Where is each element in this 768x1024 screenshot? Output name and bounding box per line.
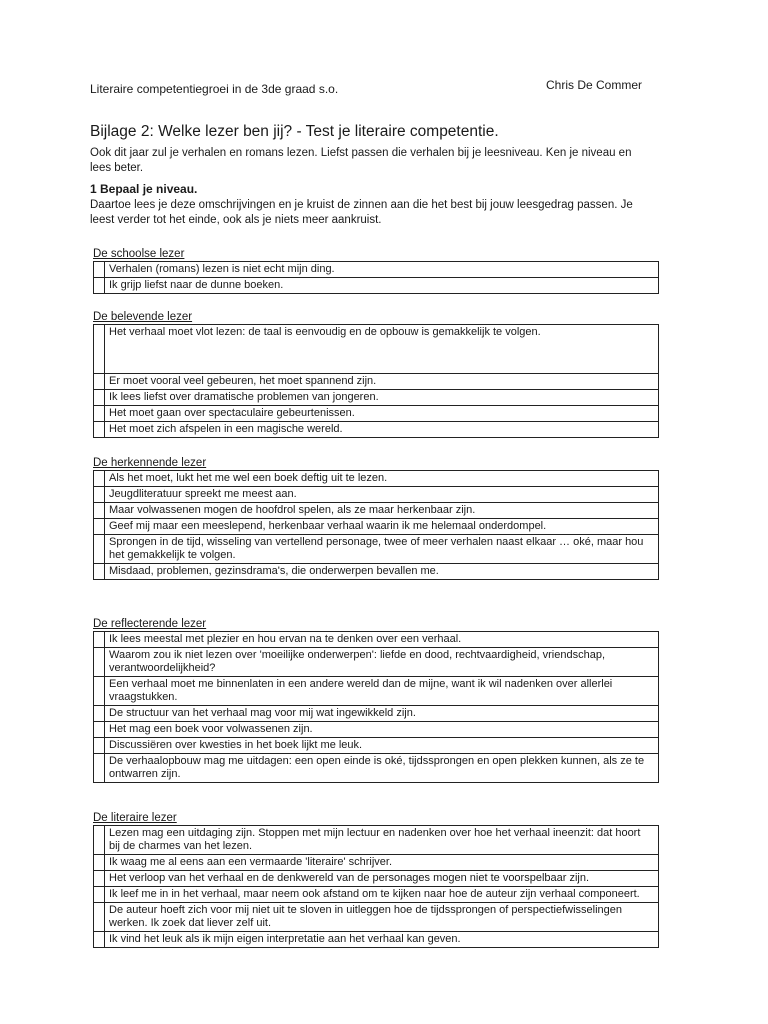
table-row — [94, 903, 659, 932]
checkbox-cell[interactable] — [94, 706, 105, 722]
checklist-table — [93, 825, 659, 948]
table-row — [94, 564, 659, 580]
table-row — [94, 278, 659, 294]
table-row — [94, 826, 659, 855]
checkbox-cell[interactable] — [94, 278, 105, 294]
checklist-table — [93, 261, 659, 294]
checkbox-cell[interactable] — [94, 903, 105, 932]
checkbox-cell[interactable] — [94, 262, 105, 278]
table-row — [94, 754, 659, 783]
statement-cell: Het moet zich afspelen in een magische wereld. — [105, 422, 659, 438]
checkbox-cell[interactable] — [94, 632, 105, 648]
statement-cell: Verhalen (romans) lezen is niet echt mijn ding. — [105, 262, 659, 278]
section-label: De literaire lezer — [93, 812, 177, 824]
table-row — [94, 374, 659, 390]
statement-cell: De auteur hoeft zich voor mij niet uit te sloven in uitleggen hoe de tijdssprongen of perspectiefwisselingen werken. Ik zoek dat liever zelf uit. — [105, 903, 659, 932]
section-literaire-lezer — [93, 812, 659, 948]
table-row — [94, 871, 659, 887]
checkbox-cell[interactable] — [94, 738, 105, 754]
statement-cell: Het verhaal moet vlot lezen: de taal is eenvoudig en de opbouw is gemakkelijk te volgen. — [105, 325, 659, 374]
table-row — [94, 855, 659, 871]
table-row — [94, 722, 659, 738]
checkbox-cell[interactable] — [94, 754, 105, 783]
checkbox-cell[interactable] — [94, 535, 105, 564]
checkbox-cell[interactable] — [94, 390, 105, 406]
table-row — [94, 648, 659, 677]
document-title: Bijlage 2: Welke lezer ben jij? - Test je literaire competentie. — [90, 123, 499, 140]
statement-cell: Jeugdliteratuur spreekt me meest aan. — [105, 487, 659, 503]
statement-cell: De verhaalopbouw mag me uitdagen: een open einde is oké, tijdssprongen en open plekken kunnen, als ze te ontwarren zijn. — [105, 754, 659, 783]
section-herkennende-lezer — [93, 457, 659, 580]
section-belevende-lezer — [93, 311, 659, 438]
statement-cell: Ik vind het leuk als ik mijn eigen interpretatie aan het verhaal kan geven. — [105, 932, 659, 948]
checklist-table — [93, 324, 659, 438]
statement-cell: Lezen mag een uitdaging zijn. Stoppen met mijn lectuur en nadenken over hoe het verhaal ineenzit: dat hoort bij de charmes van het lezen. — [105, 826, 659, 855]
checkbox-cell[interactable] — [94, 471, 105, 487]
checkbox-cell[interactable] — [94, 871, 105, 887]
statement-cell: Maar volwassenen mogen de hoofdrol spelen, als ze maar herkenbaar zijn. — [105, 503, 659, 519]
statement-cell: Er moet vooral veel gebeuren, het moet spannend zijn. — [105, 374, 659, 390]
table-row — [94, 422, 659, 438]
step-heading: 1 Bepaal je niveau. — [90, 182, 198, 196]
checkbox-cell[interactable] — [94, 564, 105, 580]
table-row — [94, 706, 659, 722]
table-row — [94, 325, 659, 374]
statement-cell: Ik lees meestal met plezier en hou ervan na te denken over een verhaal. — [105, 632, 659, 648]
statement-cell: Misdaad, problemen, gezinsdrama's, die onderwerpen bevallen me. — [105, 564, 659, 580]
checkbox-cell[interactable] — [94, 648, 105, 677]
section-reflecterende-lezer — [93, 618, 659, 783]
table-row — [94, 471, 659, 487]
statement-cell: Discussiëren over kwesties in het boek lijkt me leuk. — [105, 738, 659, 754]
table-row — [94, 390, 659, 406]
checkbox-cell[interactable] — [94, 722, 105, 738]
table-row — [94, 932, 659, 948]
header-course-title: Literaire competentiegroei in de 3de graad s.o. — [90, 82, 339, 96]
statement-cell: Waarom zou ik niet lezen over 'moeilijke onderwerpen': liefde en dood, rechtvaardigheid, vriendschap, verantwoordelijkheid? — [105, 648, 659, 677]
statement-cell: Een verhaal moet me binnenlaten in een andere wereld dan de mijne, want ik wil nadenken over allerlei vraagstukken. — [105, 677, 659, 706]
checkbox-cell[interactable] — [94, 826, 105, 855]
step-instructions: Daartoe lees je deze omschrijvingen en je kruist de zinnen aan die het best bij jouw leesgedrag passen. Je leest verder tot het einde, ook als je niets meer aankruist. — [90, 199, 633, 226]
checkbox-cell[interactable] — [94, 422, 105, 438]
checkbox-cell[interactable] — [94, 887, 105, 903]
checkbox-cell[interactable] — [94, 406, 105, 422]
statement-cell: Als het moet, lukt het me wel een boek deftig uit te lezen. — [105, 471, 659, 487]
checkbox-cell[interactable] — [94, 374, 105, 390]
table-row — [94, 632, 659, 648]
checklist-table — [93, 631, 659, 783]
checkbox-cell[interactable] — [94, 487, 105, 503]
checkbox-cell[interactable] — [94, 519, 105, 535]
table-row — [94, 406, 659, 422]
checkbox-cell[interactable] — [94, 677, 105, 706]
checkbox-cell[interactable] — [94, 503, 105, 519]
statement-cell: Ik grijp liefst naar de dunne boeken. — [105, 278, 659, 294]
statement-cell: Het mag een boek voor volwassenen zijn. — [105, 722, 659, 738]
table-row — [94, 262, 659, 278]
checkbox-cell[interactable] — [94, 932, 105, 948]
statement-cell: Ik lees liefst over dramatische problemen van jongeren. — [105, 390, 659, 406]
section-label: De schoolse lezer — [93, 248, 185, 260]
statement-cell: Het verloop van het verhaal en de denkwereld van de personages mogen niet te voorspelbaar zijn. — [105, 871, 659, 887]
statement-cell: Ik leef me in in het verhaal, maar neem ook afstand om te kijken naar hoe de auteur zijn verhaal componeert. — [105, 887, 659, 903]
table-row — [94, 519, 659, 535]
checklist-table — [93, 470, 659, 580]
intro-text: Ook dit jaar zul je verhalen en romans lezen. Liefst passen die verhalen bij je leesniveau. Ken je niveau en lees beter. — [90, 147, 632, 174]
statement-cell: De structuur van het verhaal mag voor mij wat ingewikkeld zijn. — [105, 706, 659, 722]
statement-cell: Het moet gaan over spectaculaire gebeurtenissen. — [105, 406, 659, 422]
header-author: Chris De Commer — [545, 78, 642, 92]
table-row — [94, 677, 659, 706]
checkbox-cell[interactable] — [94, 855, 105, 871]
checkbox-cell[interactable] — [94, 325, 105, 374]
section-schoolse-lezer — [93, 248, 659, 294]
statement-cell: Ik waag me al eens aan een vermaarde 'literaire' schrijver. — [105, 855, 659, 871]
table-row — [94, 535, 659, 564]
statement-cell: Geef mij maar een meeslepend, herkenbaar verhaal waarin ik me helemaal onderdompel. — [105, 519, 659, 535]
table-row — [94, 487, 659, 503]
statement-cell: Sprongen in de tijd, wisseling van vertellend personage, twee of meer verhalen naast elkaar … oké, maar hou het gemakkelijk te volgen. — [105, 535, 659, 564]
section-label: De belevende lezer — [93, 311, 193, 323]
table-row — [94, 887, 659, 903]
table-row — [94, 738, 659, 754]
table-row — [94, 503, 659, 519]
section-label: De herkennende lezer — [93, 457, 207, 469]
section-label: De reflecterende lezer — [93, 618, 207, 630]
